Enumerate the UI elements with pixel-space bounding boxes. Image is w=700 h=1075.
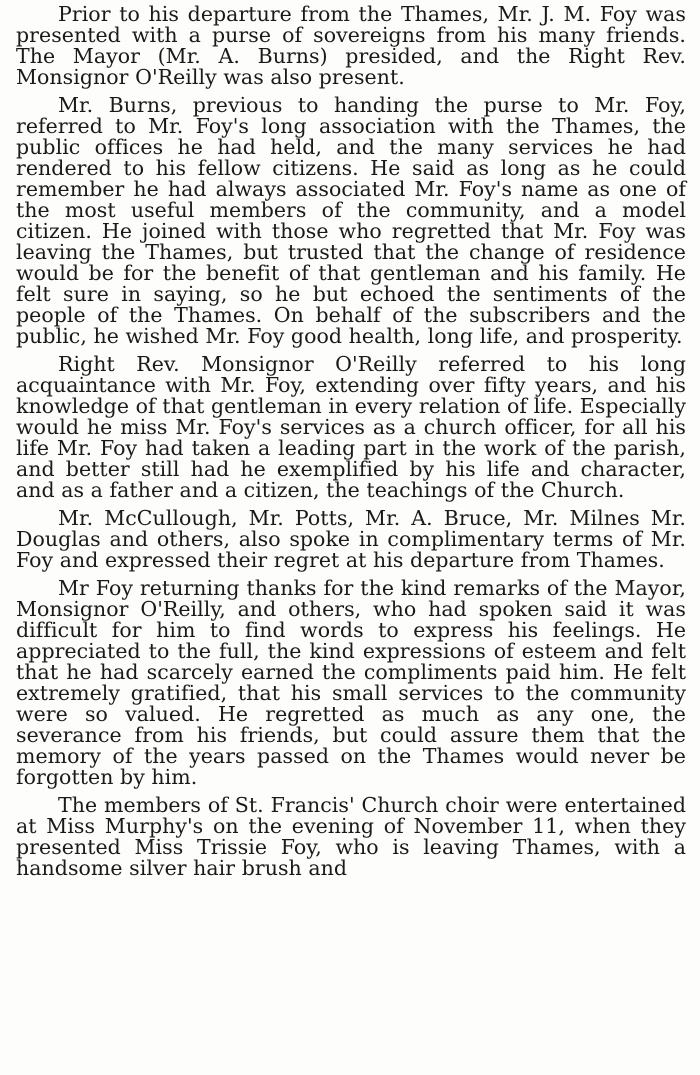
- paragraph-presentation: Prior to his departure from the Thames, Mr. J. M. Foy was presented with a purse of sovereigns from his many friends. The Mayor (Mr. A. Burns) presided, and the Right Rev. Monsignor O'Reilly was also present.: [16, 2, 686, 89]
- paragraph-other-speakers: Mr. McCullough, Mr. Potts, Mr. A. Bruce, Mr. Milnes Mr. Douglas and others, also spoke in complimentary terms of Mr. Foy and expressed their regret at his departure from Thames.: [16, 506, 686, 572]
- article-column: [16, 4, 686, 886]
- paragraph-monsignor-speech: Right Rev. Monsignor O'Reilly referred to his long acquaintance with Mr. Foy, extending over fifty years, and his knowledge of that gentleman in every relation of life. Especially would he miss Mr. Foy's services as a church officer, for all his life Mr. Foy had taken a leading part in the work of the parish, and better still had he exemplified by his life and character, and as a father and a citizen, the teachings of the Church.: [16, 352, 686, 502]
- paragraph-choir-presentation: The members of St. Francis' Church choir were entertained at Miss Murphy's on the evening of November 11, when they presented Miss Trissie Foy, who is leaving Thames, with a handsome silver hair brush and: [16, 793, 686, 880]
- paragraph-mayor-speech: Mr. Burns, previous to handing the purse to Mr. Foy, referred to Mr. Foy's long association with the Thames, the public offices he had held, and the many services he had rendered to his fellow citizens. He said as long as he could remember he had always associated Mr. Foy's name as one of the most useful members of the community, and a model citizen. He joined with those who regretted that Mr. Foy was leaving the Thames, but trusted that the change of residence would be for the benefit of that gentleman and his family. He felt sure in saying, so he but echoed the sentiments of the people of the Thames. On behalf of the subscribers and the public, he wished Mr. Foy good health, long life, and prosperity.: [16, 93, 686, 348]
- paragraph-foy-reply: Mr Foy returning thanks for the kind remarks of the Mayor, Monsignor O'Reilly, and others, who had spoken said it was difficult for him to find words to express his feelings. He appreciated to the full, the kind expressions of esteem and felt that he had scarcely earned the compliments paid him. He felt extremely gratified, that his small services to the community were so valued. He regretted as much as any one, the severance from his friends, but could assure them that the memory of the years passed on the Thames would never be forgotten by him.: [16, 576, 686, 789]
